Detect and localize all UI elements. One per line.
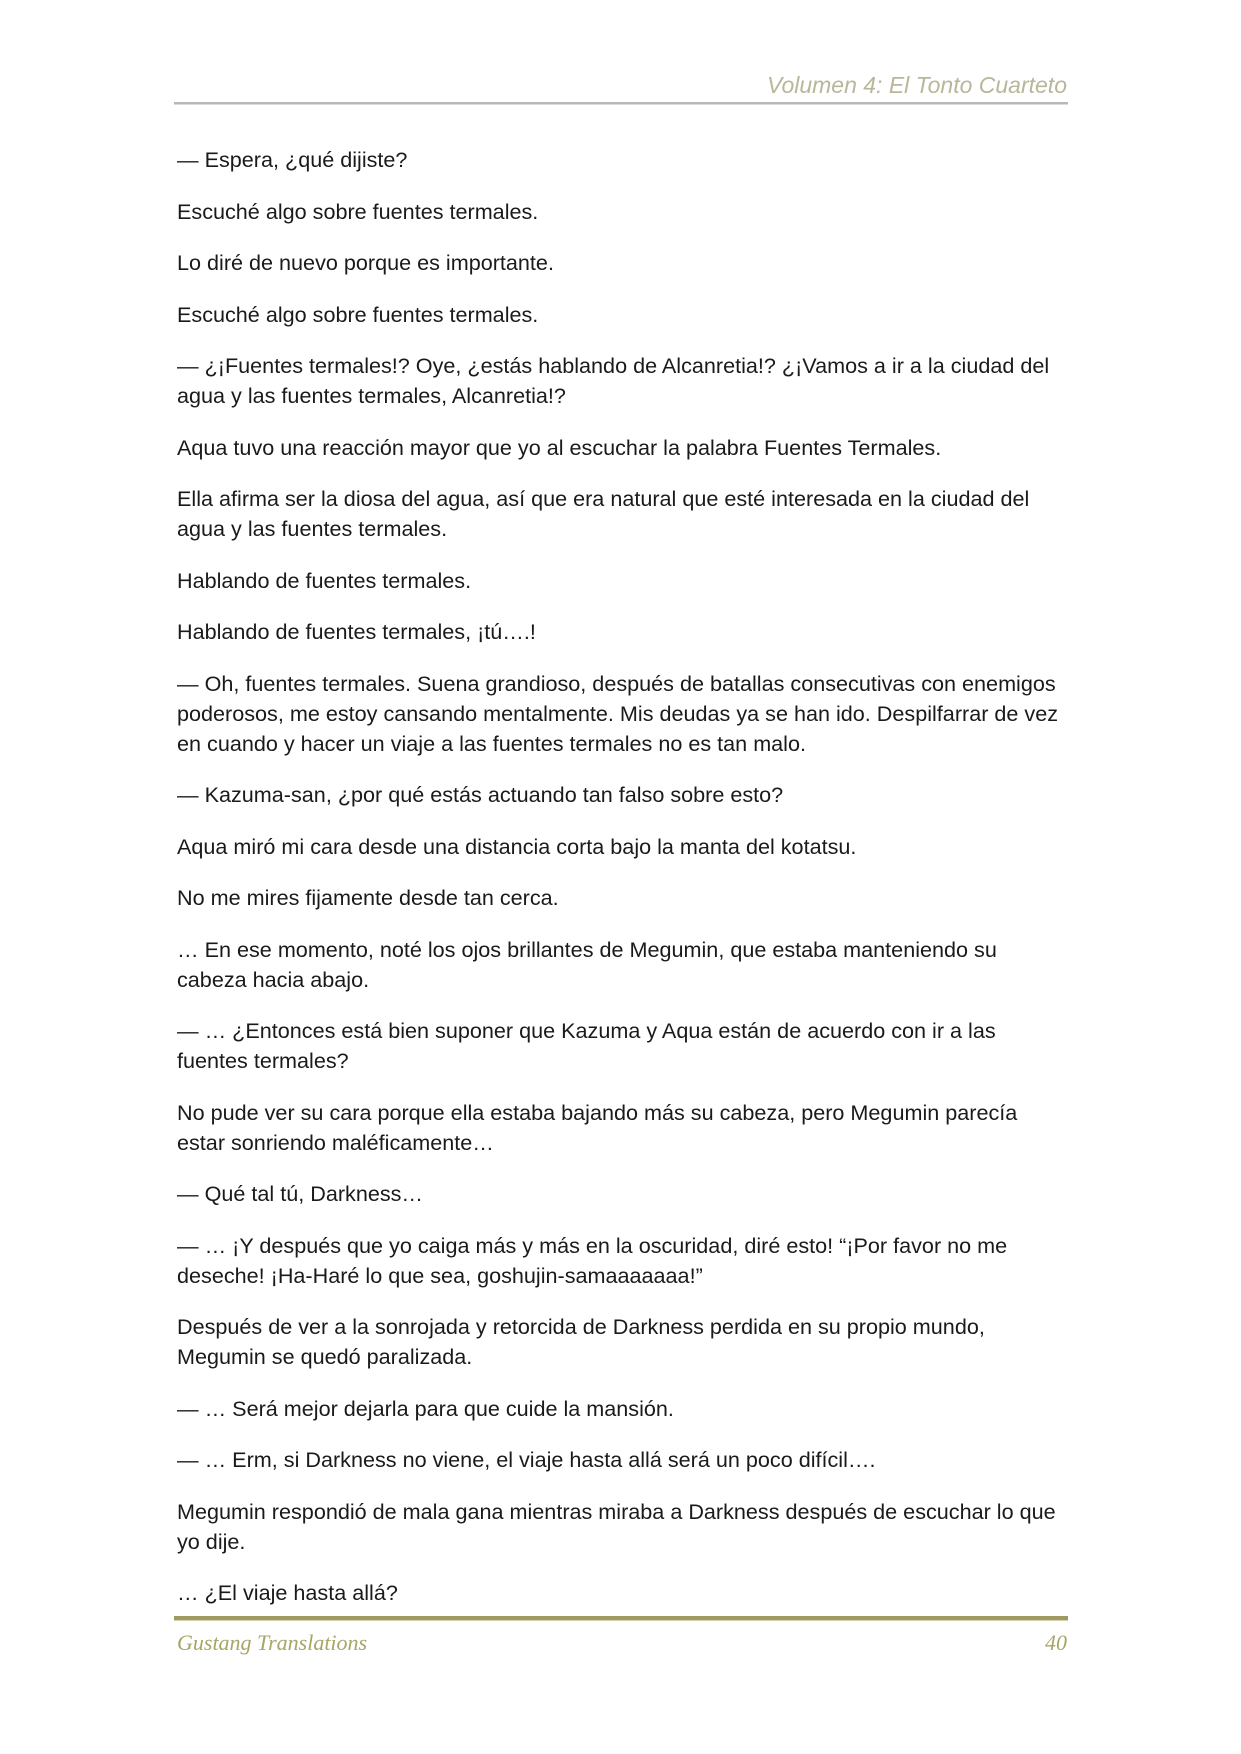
- paragraph: No pude ver su cara porque ella estaba bajando más su cabeza, pero Megumin parecía estar sonriendo maléficamente…: [177, 1099, 1018, 1155]
- paragraph: — … ¡Y después que yo caiga más y más en la oscuridad, diré esto! “¡Por favor no me deseche! ¡Ha-Haré lo que sea, goshujin-samaaaaaaa!”: [177, 1232, 1008, 1288]
- paragraph: Aqua tuvo una reacción mayor que yo al escuchar la palabra Fuentes Termales.: [177, 434, 942, 460]
- paragraph: Escuché algo sobre fuentes termales.: [177, 301, 539, 327]
- paragraph: Ella afirma ser la diosa del agua, así que era natural que esté interesada en la ciudad del agua y las fuentes termales.: [177, 486, 1030, 541]
- paragraph: Lo diré de nuevo porque es importante.: [177, 250, 554, 275]
- paragraph: — … Erm, si Darkness no viene, el viaje hasta allá será un poco difícil….: [177, 1447, 876, 1472]
- paragraph: Aqua miró mi cara desde una distancia corta bajo la manta del kotatsu.: [177, 833, 857, 859]
- paragraph: — Oh, fuentes termales. Suena grandioso, después de batallas consecutivas con enemigos poderosos, me estoy cansando mentalmente. Mis deudas ya se han ido. Despilfarrar de vez en cuando y hacer un viaje a las fuentes termales no es tan malo.: [177, 670, 1059, 756]
- page-number: 40: [1045, 1630, 1067, 1655]
- footer-publisher: Gustang Translations: [177, 1630, 368, 1655]
- paragraph: — Qué tal tú, Darkness…: [177, 1181, 424, 1206]
- paragraph: Después de ver a la sonrojada y retorcida de Darkness perdida en su propio mundo, Megumin se quedó paralizada.: [177, 1314, 985, 1369]
- paragraph: — Kazuma-san, ¿por qué estás actuando tan falso sobre esto?: [177, 782, 784, 807]
- paragraph: — … Será mejor dejarla para que cuide la mansión.: [177, 1395, 674, 1421]
- paragraph: Hablando de fuentes termales.: [177, 567, 472, 593]
- paragraph: Escuché algo sobre fuentes termales.: [177, 198, 539, 224]
- paragraph: — ¿¡Fuentes termales!? Oye, ¿estás hablando de Alcanretia!? ¿¡Vamos a ir a la ciudad del agua y las fuentes termales, Alcanretia!?: [177, 353, 1050, 408]
- paragraph: … En ese momento, noté los ojos brillantes de Megumin, que estaba manteniendo su cabeza hacia abajo.: [177, 936, 997, 992]
- running-header-title: Volumen 4: El Tonto Cuarteto: [766, 72, 1067, 98]
- footer-divider: [174, 1616, 1068, 1621]
- paragraph: — Espera, ¿qué dijiste?: [177, 147, 408, 172]
- page-body: [177, 145, 1065, 1630]
- paragraph: No me mires fijamente desde tan cerca.: [177, 885, 559, 910]
- paragraph: Megumin respondió de mala gana mientras miraba a Darkness después de escuchar lo que yo dije.: [177, 1498, 1056, 1554]
- paragraph: Hablando de fuentes termales, ¡tú….!: [177, 619, 536, 644]
- paragraph: … ¿El viaje hasta allá?: [177, 1580, 398, 1605]
- header-divider: [174, 102, 1068, 104]
- paragraph: — … ¿Entonces está bien suponer que Kazuma y Aqua están de acuerdo con ir a las fuentes termales?: [177, 1018, 996, 1073]
